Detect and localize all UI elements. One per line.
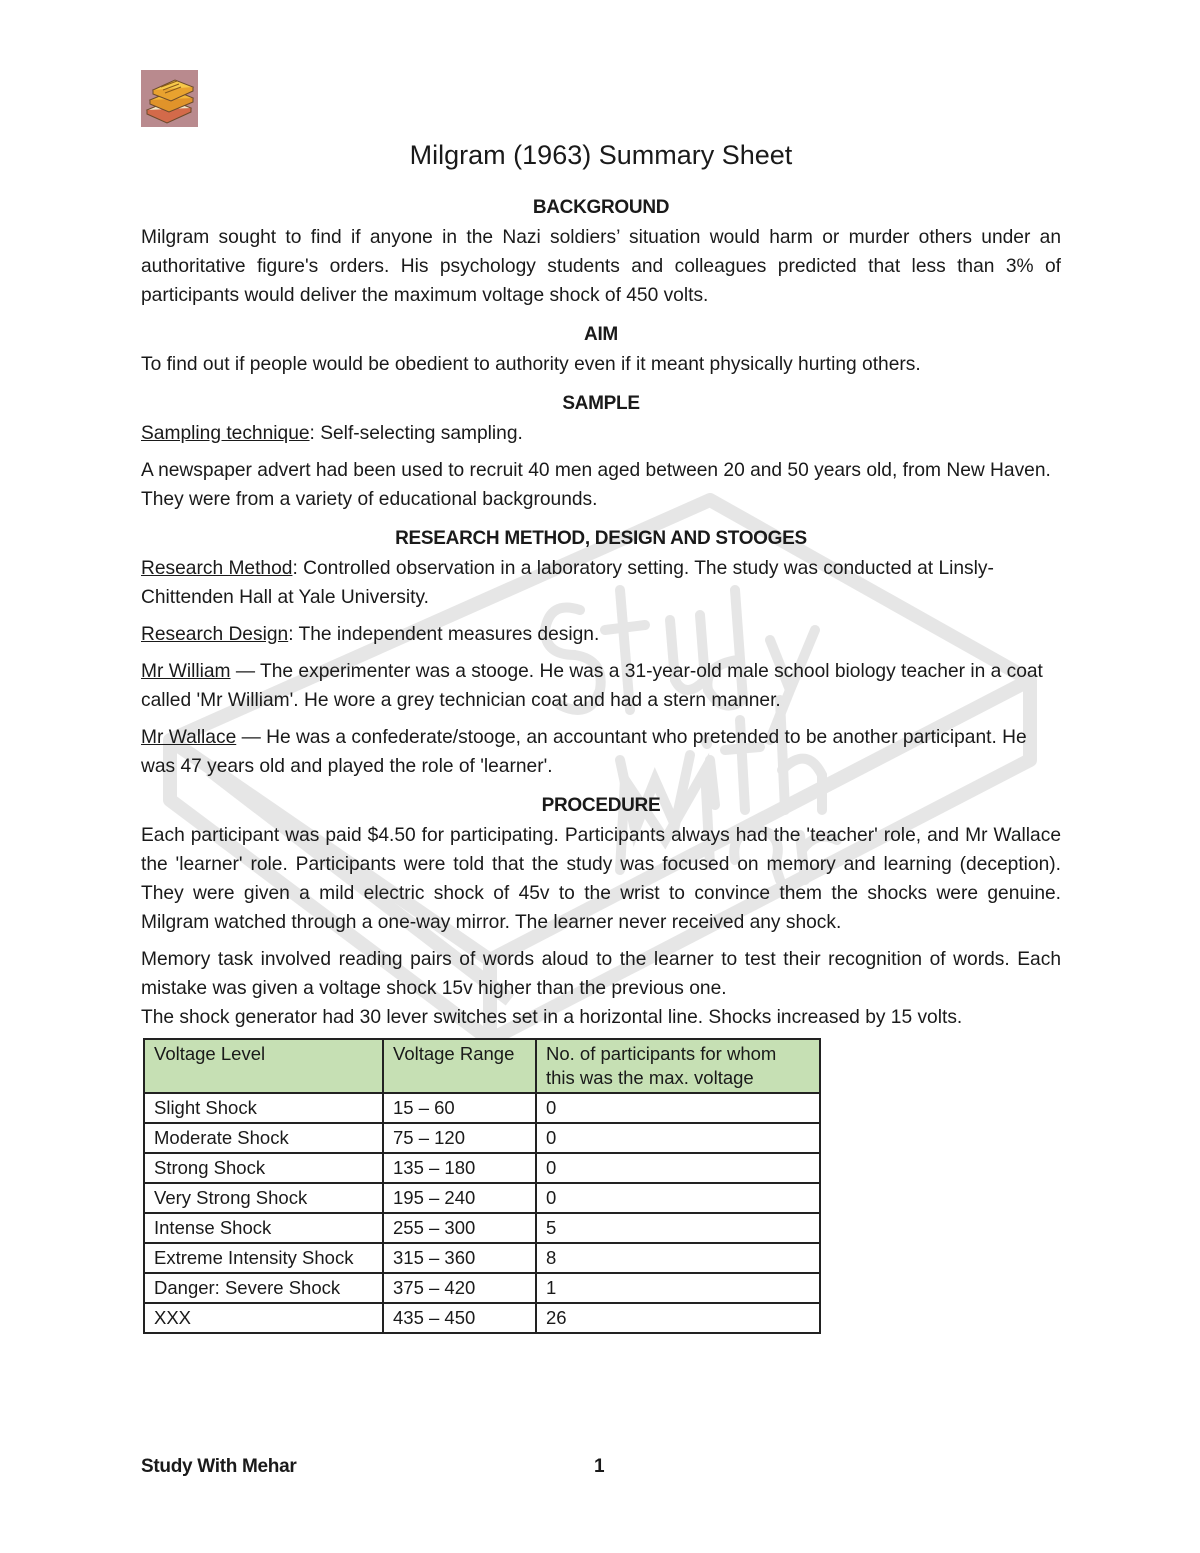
table-row <box>144 1273 820 1303</box>
table-cell: 0 <box>536 1093 820 1123</box>
table-cell: 5 <box>536 1213 820 1243</box>
table-cell: XXX <box>144 1303 383 1333</box>
table-row <box>144 1213 820 1243</box>
table-cell: 0 <box>536 1183 820 1213</box>
heading-procedure: PROCEDURE <box>541 795 661 816</box>
voltage-table <box>143 1038 821 1334</box>
table-header-row <box>144 1039 820 1093</box>
table-cell: Extreme Intensity Shock <box>144 1243 383 1273</box>
research-method <box>141 554 1061 612</box>
research-method-label: Research Method <box>141 558 293 579</box>
table-cell: 75 – 120 <box>383 1123 536 1153</box>
table-row <box>144 1303 820 1333</box>
table-row <box>144 1123 820 1153</box>
mr-wallace <box>141 723 1061 781</box>
table-cell: 435 – 450 <box>383 1303 536 1333</box>
mr-william <box>141 657 1061 715</box>
table-row <box>144 1153 820 1183</box>
table-row <box>144 1183 820 1213</box>
table-cell: 135 – 180 <box>383 1153 536 1183</box>
table-cell: 375 – 420 <box>383 1273 536 1303</box>
research-design-label: Research Design <box>141 624 289 645</box>
table-cell: 315 – 360 <box>383 1243 536 1273</box>
table-cell: 195 – 240 <box>383 1183 536 1213</box>
table-cell: Strong Shock <box>144 1153 383 1183</box>
research-design <box>141 620 1061 649</box>
table-cell: 0 <box>536 1123 820 1153</box>
heading-background: BACKGROUND <box>532 197 670 218</box>
table-header-cell: No. of participants for whom this was the max. voltage <box>536 1039 820 1093</box>
table-header-cell: Voltage Range <box>383 1039 536 1093</box>
stacked-books-icon <box>141 70 198 127</box>
sampling-technique-text: : Self-selecting sampling. <box>309 423 523 444</box>
procedure-text-2: Memory task involved reading pairs of words aloud to the learner to test their recognition of words. Each mistake was given a voltage shock 15v higher than the previous one. <box>141 949 1061 999</box>
table-header-cell: Voltage Level <box>144 1039 383 1093</box>
document-content <box>141 140 1061 1334</box>
mr-william-text: — The experimenter was a stooge. He was a 31-year-old male school biology teacher in a coat called 'Mr William'. He wore a grey technician coat and had a stern manner. <box>141 661 1043 711</box>
sample-text: A newspaper advert had been used to recruit 40 men aged between 20 and 50 years old, from New Haven. They were from a variety of educational backgrounds. <box>141 460 1051 510</box>
table-cell: 0 <box>536 1153 820 1183</box>
heading-aim: AIM <box>584 324 618 345</box>
procedure-text-1: Each participant was paid $4.50 for participating. Participants always had the 'teacher' role, and Mr Wallace the 'learner' role. Participants were told that the study was focused on memory and learning (deception). They were given a mild electric shock of 45v to the wrist to convince them the shocks were genuine. Milgram watched through a one-way mirror. The learner never received any shock. <box>141 825 1061 933</box>
table-cell: Very Strong Shock <box>144 1183 383 1213</box>
table-row <box>144 1093 820 1123</box>
table-cell: Slight Shock <box>144 1093 383 1123</box>
table-cell: 8 <box>536 1243 820 1273</box>
background-text: Milgram sought to find if anyone in the Nazi soldiers’ situation would harm or murder others under an authoritative figure's orders. His psychology students and colleagues predicted that less than 3% of participants would deliver the maximum voltage shock of 450 volts. <box>141 227 1061 306</box>
sampling-technique-label: Sampling technique <box>141 423 310 444</box>
heading-method: RESEARCH METHOD, DESIGN AND STOOGES <box>395 528 807 549</box>
research-design-text: : The independent measures design. <box>288 624 600 645</box>
mr-william-label: Mr William <box>141 661 231 682</box>
table-cell: 1 <box>536 1273 820 1303</box>
procedure-text-3: The shock generator had 30 lever switches set in a horizontal line. Shocks increased by 15 volts. <box>141 1007 963 1028</box>
table-cell: 26 <box>536 1303 820 1333</box>
heading-sample: SAMPLE <box>562 393 640 414</box>
aim-text: To find out if people would be obedient to authority even if it meant physically hurting others. <box>141 354 921 375</box>
table-cell: 255 – 300 <box>383 1213 536 1243</box>
page-number: 1 <box>594 1456 605 1477</box>
mr-wallace-label: Mr Wallace <box>141 727 237 748</box>
research-method-text: : Controlled observation in a laboratory setting. The study was conducted at Linsly-Chittenden Hall at Yale University. <box>141 558 994 608</box>
table-row <box>144 1243 820 1273</box>
table-cell: 15 – 60 <box>383 1093 536 1123</box>
footer-brand: Study With Mehar <box>141 1456 297 1477</box>
mr-wallace-text: — He was a confederate/stooge, an accountant who pretended to be another participant. He was 47 years old and played the role of 'learner'. <box>141 727 1027 777</box>
page-title: Milgram (1963) Summary Sheet <box>409 140 793 170</box>
table-cell: Intense Shock <box>144 1213 383 1243</box>
table-cell: Moderate Shock <box>144 1123 383 1153</box>
table-cell: Danger: Severe Shock <box>144 1273 383 1303</box>
sampling-technique <box>141 419 1061 448</box>
